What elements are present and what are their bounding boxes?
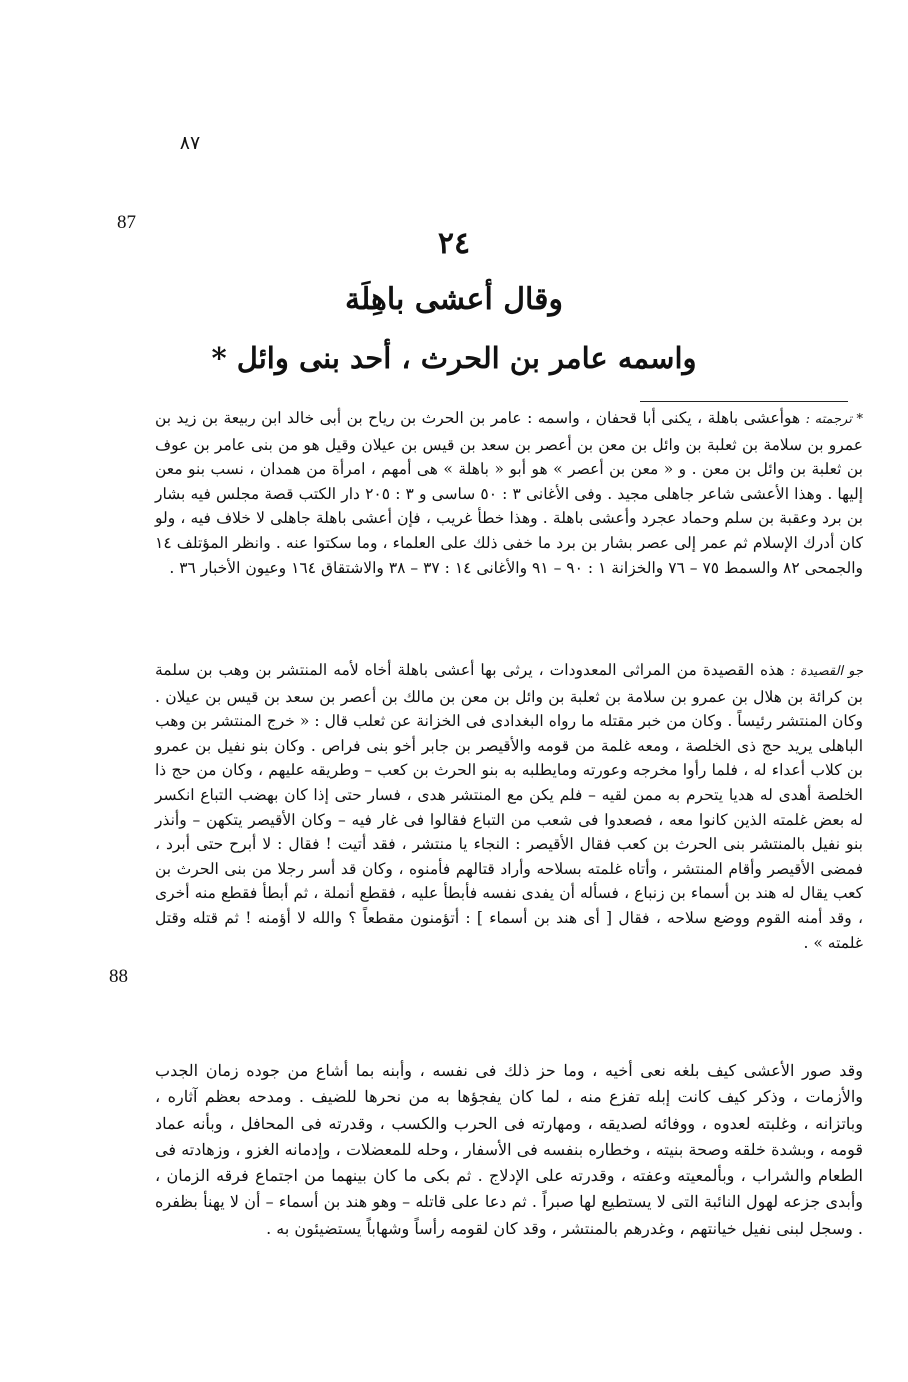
qasida-text: هذه القصيدة من المراثى المعدودات ، يرثى بها أعشى باهلة أخاه لأمه المنتشر بن وهب بن سلمة بن كرائة بن هلال بن عمرو بن سلامة بن ثعلبة بن وائل بن معن بن مالك بن أعصر بن سعد بن قيس بن عيلان . وكان المنتشر رئيساً . وكان من خبر مقتله ما رواه البغدادى فى الخزانة عن ثعلب قال : « خرج المنتشر بن وهب الباهلى يريد حج ذى الخلصة ، ومعه غلمة من قومه والأقيصر بن جابر أخو بنى فراص . وكان بنو نفيل بن عمرو بن كلاب أعداء له ، فلما رأوا مخرجه وعورته ومايطلبه به بنو الحرث بن كعب – وطريقه عليهم ، وكان من حج ذا الخلصة أهدى له هديا يتحرم به ممن لقيه – فلم يكن مع المنتشر هدى ، فسار حتى إذا كان بهضب التباع انكسر له بعض غلمته الذين كانوا معه ، فصعدوا فى شعب من التباع فقالوا فى غار فيه – وكان الأقيصر يتكهن – وأنذر بنو نفيل بالمنتشر بنى الحرث بن كعب فقال الأقيصر : النجاء يا منتشر ، فقد أتيت ! فقال : لا أبرح حتى أبرد ، فمضى الأقيصر وأقام المنتشر ، وأتاه غلمته بسلاحه وأراد قتالهم فأمنوه ، وكان قد أسر رجلا من بنى الحرث بن كعب يقال له هند بن أسماء بن زنباع ، فسأله أن يفدى نفسه فأبطأ عليه ، فقطع أنملة ، ثم أبطأ فقطع منه أخرى ، وقد أمنه القوم ووضع سلاحه ، فقال [ أى هند بن أسماء ] : أتؤمنون مقطعاً ؟ والله لا أؤمنه ! ثم قتله وقتل غلمته » . <box>155 661 863 952</box>
main-paragraph: وقد صور الأعشى كيف بلغه نعى أخيه ، وما حز ذلك فى نفسه ، وأبنه بما أشاع من جوده زمان الجدب والأزمات ، وذكر كيف كانت إبله تفزع منه ، لما كان يفجؤها به من نحرها للضيف . ومدحه بعظم آثاره ، وباتزانه ، وغلبته لعدوه ، ووفائه لصديقه ، ومهارته فى الحرب والكسب ، وقدرته فى المحافل ، وبأنه عماد قومه ، وبشدة خلقه وصحة بنيته ، وخطاره بنفسه فى الأسفار ، وحله للمعضلات ، وإدمانه الغزو ، وزهادته فى الطعام والشراب ، وبألمعيته وعفته ، وقدرته على الإدلاج . ثم بكى ما كان بينهما من اجتماع فرقه الزمان ، وأبدى جزعه لهول النائبة التى لا يستطيع لها صبراً . ثم دعا على قاتله – وهو هند بن أسماء – أن لا يهنأ بظفره . وسجل لبنى نفيل خيانتهم ، وغدرهم بالمنتشر ، وقد كان لقومه رأساً وشهاباً يستضيئون به . <box>155 1061 864 1238</box>
poem-subtitle: واسمه عامر بن الحرث ، أحد بنى وائل * <box>211 341 697 375</box>
footnote-rule <box>640 401 848 402</box>
qasida-label: جو القصيدة : <box>790 664 863 679</box>
margin-page-number-87: 87 <box>117 212 136 233</box>
margin-page-number-88: 88 <box>109 966 128 987</box>
page-number-top: ٨٧ <box>179 132 201 154</box>
poem-number: ٢٤ <box>437 226 471 261</box>
biography-label: * ترجمته : <box>805 412 863 427</box>
biography-text: هوأعشى باهلة ، يكنى أبا قحفان ، واسمه : عامر بن الحرث بن رياح بن أبى خالد ابن ربيعة بن زيد بن عمرو بن سلامة بن ثعلبة بن وائل بن معن بن أعصر بن سعد بن قيس بن عيلان وقيل هو من بنى عامر بن عوف بن ثعلبة بن وائل بن معن . و « معن بن أعصر » هو أبو « باهلة » هى أمهم ، امرأة من همدان ، نسب بنو معن إليها . وهذا الأعشى شاعر جاهلى مجيد . وفى الأغانى ٣ : ٥٠ ساسى و ٣ : ٢٠٥ دار الكتب قصة مجلس فيه بشار بن برد وعقبة بن سلم وحماد عجرد وأعشى باهلة . وهذا خطأ غريب ، فإن أعشى باهلة جاهلى لا خلاف فيه ، ولو كان أدرك الإسلام ثم عمر إلى عصر بشار بن برد ما خفى ذلك على العلماء ، وما سكتوا عنه . وانظر المؤتلف ١٤ والجمحى ٨٢ والسمط ٧٥ – ٧٦ والخزانة ١ : ٩٠ – ٩١ والأغانى ١٤ : ٣٧ – ٣٨ والاشتقاق ١٦٤ وعيون الأخبار ٣٦ . <box>155 409 863 577</box>
qasida-context <box>155 658 863 955</box>
poem-title: وقال أعشى باهِلَة <box>345 282 563 317</box>
biography-note <box>155 406 863 580</box>
